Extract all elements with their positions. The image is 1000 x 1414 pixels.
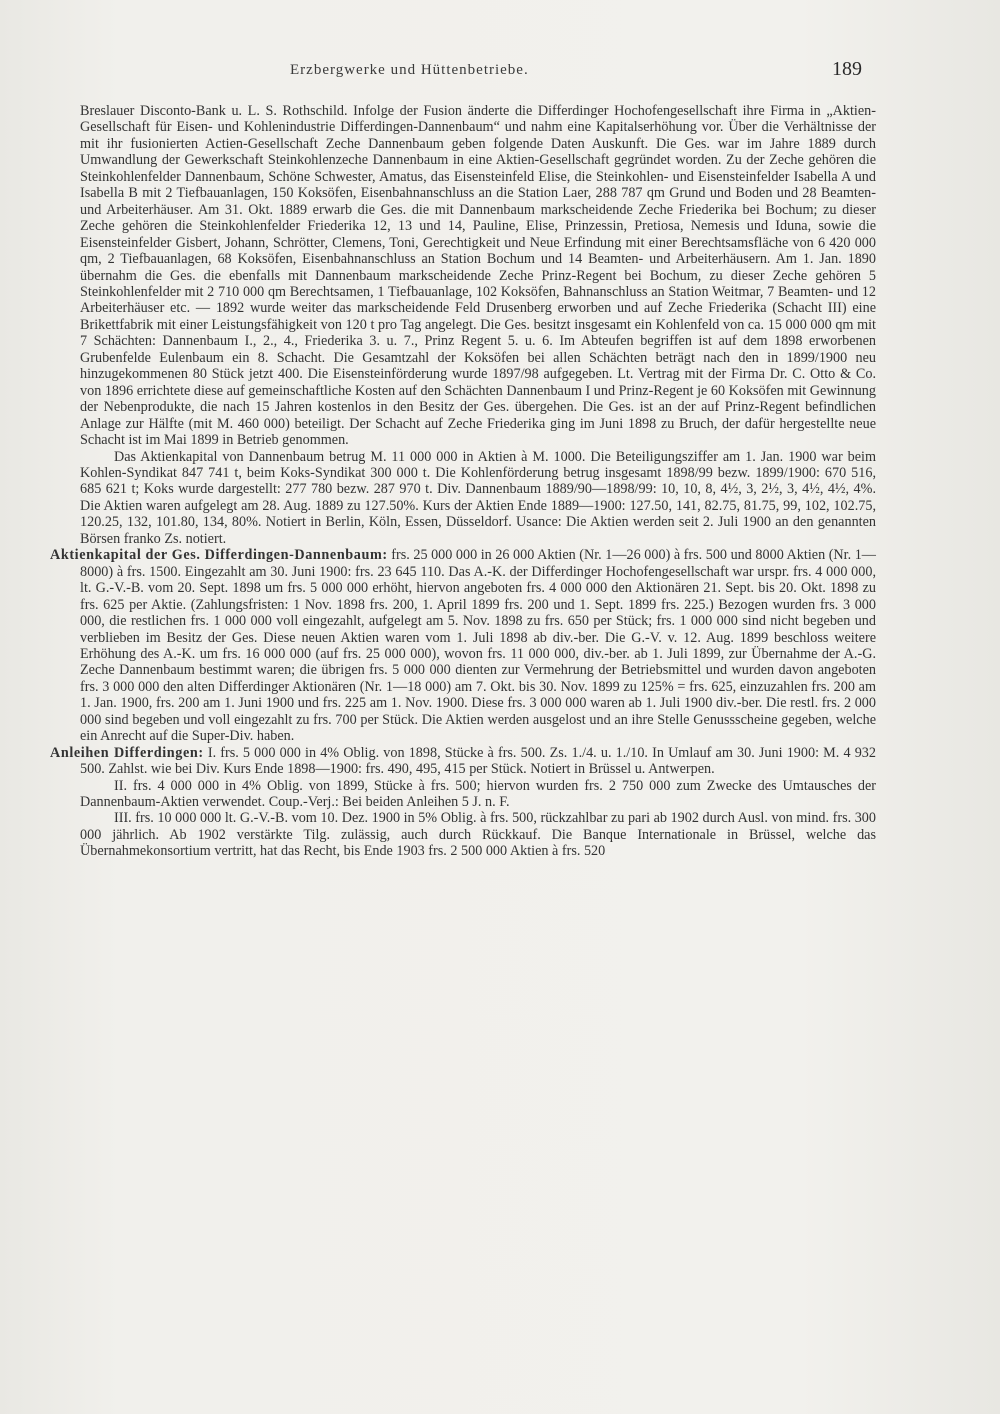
section-lead: Aktienkapital der Ges. Differdingen-Dannenbaum:: [50, 547, 388, 564]
running-title: Erzbergwerke und Hüttenbetriebe.: [290, 62, 529, 78]
paragraph: Das Aktienkapital von Dannenbaum betrug M. 11 000 000 in Aktien à M. 1000. Die Beteiligungsziffer am 1. Jan. 1900 war beim Kohlen-Syndikat 847 741 t, beim Koks-Syndikat 300 000 t. Die Kohlenförderung betrug insgesamt 1898/99 bezw. 1899/1900: 670 516, 685 621 t; Koks wurde dargestellt: 277 780 bezw. 287 970 t. Div. Dannenbaum 1889/90—1898/99: 10, 10, 8, 4½, 3, 2½, 3, 4½, 4½, 4%. Die Aktien waren aufgelegt am 28. Aug. 1889 zu 127.50%. Kurs der Aktien Ende 1889—1900: 127.50, 141, 82.75, 81.75, 99, 102, 102.75, 120.25, 132, 101.80, 134, 80%. Notiert in Berlin, Köln, Essen, Düsseldorf. Usance: Die Aktien werden seit 2. Juli 1900 an den genannten Börsen franko Zs. notiert.: [80, 448, 876, 547]
paragraph: Breslauer Disconto-Bank u. L. S. Rothschild. Infolge der Fusion änderte die Differdinger Hochofengesellschaft ihre Firma in „Aktien-Gesellschaft für Eisen- und Kohlenindustrie Differdingen-Dannenbaum“ und nahm eine Kapitalserhöhung vor. Über die Verhältnisse der mit ihr fusionierten Actien-Gesellschaft Zeche Dannenbaum geben folgende Daten Auskunft. Die Ges. war im Jahre 1889 durch Umwandlung der Gewerkschaft Steinkohlenzeche Dannenbaum in eine Aktien-Gesellschaft gegründet worden. Zu der Zeche gehören die Steinkohlenfelder Dannenbaum, Schöne Schwester, Amatus, das Eisensteinfeld Elise, die Steinkohlen- und Eisensteinfelder Isabella A und Isabella B mit 2 Tiefbauanlagen, 150 Koksöfen, Eisenbahnanschluss an die Station Laer, 288 787 qm Grund und Boden und 28 Beamten- und Arbeiterhäuser. Am 31. Okt. 1889 erwarb die Ges. die mit Dannenbaum markscheidende Zeche Friederika bei Bochum; zu dieser Zeche gehören die Steinkohlenfelder Friederika 12, 13 und 14, Pauline, Elise, Prinzessin, Pretiosa, Nemesis und Iduna, sowie die Eisensteinfelder Gisbert, Johann, Schrötter, Clemens, Toni, Gerechtigkeit und Neue Erfindung mit einer Berechtsamsfläche von 6 420 000 qm, 2 Tiefbauanlagen, 68 Koksöfen, Eisenbahnanschluss an Station Bochum und 14 Beamten- und Arbeiterhäusern. Am 1. Jan. 1890 übernahm die Ges. die ebenfalls mit Dannenbaum markscheidende Zeche Prinz-Regent bei Bochum, zu dieser Zeche gehören 5 Steinkohlenfelder mit 2 710 000 qm Berechtsamen, 1 Tiefbauanlage, 102 Koksöfen, Bahnanschluss an Station Weitmar, 7 Beamten- und 12 Arbeiterhäuser etc. — 1892 wurde weiter das markscheidende Feld Drusenberg erworben und auf Zeche Friederika (Schacht III) eine Brikettfabrik mit einer Leistungsfähigkeit von 120 t pro Tag angelegt. Die Ges. besitzt insgesamt ein Kohlenfeld von ca. 15 000 000 qm mit 7 Schächten: Dannenbaum I., 2., 4., Friederika 3. u. 7., Prinz Regent 5. u. 6. Im Abteufen begriffen ist auf dem 1898 erworbenen Grubenfelde Eulenbaum ein 8. Schacht. Die Gesamtzahl der Koksöfen bei allen Schächten beträgt nach den in 1899/1900 neu hinzugekommenen 80 Stück jetzt 400. Die Eisensteinförderung wurde 1897/98 aufgegeben. Lt. Vertrag mit der Firma Dr. C. Otto & Co. von 1896 errichtete diese auf gemeinschaftliche Kosten auf den Schächten Dannenbaum I und Prinz-Regent je 60 Koksöfen mit Gewinnung der Nebenprodukte, die nach 15 Jahren kostenlos in den Besitz der Ges. übergehen. Die Ges. ist an der auf Prinz-Regent befindlichen Anlage zur Hälfte (mit M. 460 000) beteiligt. Der Schacht auf Zeche Friederika ging im Juni 1898 zu Bruch, der dafür hergestellte neue Schacht ist im Mai 1899 in Betrieb genommen.: [80, 103, 876, 449]
paragraph-text: frs. 25 000 000 in 26 000 Aktien (Nr. 1—26 000) à frs. 500 und 8000 Aktien (Nr. 1—8000) à frs. 1500. Eingezahlt am 30. Juni 1900: frs. 23 645 110. Das A.-K. der Differdinger Hochofengesellschaft war urspr. frs. 4 000 000, lt. G.-V.-B. vom 20. Sept. 1898 um frs. 5 000 000 erhöht, hiervon angeboten frs. 4 000 000 den Aktionären 21. Sept. bis 20. Okt. 1898 zu frs. 625 per Aktie. (Zahlungsfristen: 1 Nov. 1898 frs. 200, 1. April 1899 frs. 200 und 1. Sept. 1899 frs. 225.) Bezogen wurden frs. 3 000 000, die restlichen frs. 1 000 000 voll eingezahlt, aufgelegt am 5. Nov. 1898 zu frs. 650 per Stück; frs. 1 000 000 sind nicht begeben und verblieben im Besitz der Ges. Diese neuen Aktien waren vom 1. Juli 1898 ab div.-ber. Die G.-V. v. 12. Aug. 1899 beschloss weitere Erhöhung des A.-K. um frs. 16 000 000 (auf frs. 25 000 000), wovon frs. 11 000 000, div.-ber. ab 1. Juli 1899, zur Übernahme der A.-G. Zeche Dannenbaum bestimmt waren; die übrigen frs. 5 000 000 dienten zur Vermehrung der Betriebsmittel und wurden davon angeboten frs. 3 000 000 den alten Differdinger Aktionären (Nr. 1—18 000) am 7. Okt. bis 30. Nov. 1899 zu 125% = frs. 625, einzuzahlen frs. 200 am 1. Jan. 1900, frs. 200 am 1. Juni 1900 und frs. 225 am 1. Nov. 1900. Diese frs. 3 000 000 waren ab 1. Juli 1900 div.-ber. Die restl. frs. 2 000 000 sind begeben und voll eingezahlt zu frs. 700 per Stück. Die Aktien werden ausgelost und an ihre Stelle Genussscheine gegeben, welche ein Anrecht auf die Super-Div. haben.: [80, 547, 876, 745]
page-body: [50, 103, 876, 860]
page-number: 189: [832, 58, 862, 80]
paragraph: [50, 744, 876, 778]
paragraph: II. frs. 4 000 000 in 4% Oblig. von 1899, Stücke à frs. 500; hiervon wurden frs. 2 750 000 zum Zwecke des Umtausches der Dannenbaum-Aktien verwendet. Coup.-Verj.: Bei beiden Anleihen 5 J. n. F.: [80, 777, 876, 811]
paragraph: III. frs. 10 000 000 lt. G.-V.-B. vom 10. Dez. 1900 in 5% Oblig. à frs. 500, rückzahlbar zu pari ab 1902 durch Ausl. von mind. frs. 300 000 jährlich. Ab 1902 verstärkte Tilg. zulässig, auch durch Rückkauf. Die Banque Internationale in Brüssel, welche das Übernahmekonsortium vertritt, hat das Recht, bis Ende 1903 frs. 2 500 000 Aktien à frs. 520: [80, 810, 876, 860]
paragraph-text: I. frs. 5 000 000 in 4% Oblig. von 1898, Stücke à frs. 500. Zs. 1./4. u. 1./10. In Umlauf am 30. Juni 1900: M. 4 932 500. Zahlst. wie bei Div. Kurs Ende 1898—1900: frs. 490, 495, 415 per Stück. Notiert in Brüssel u. Antwerpen.: [80, 744, 876, 778]
section-lead: Anleihen Differdingen:: [50, 744, 204, 761]
paragraph: [50, 547, 876, 745]
